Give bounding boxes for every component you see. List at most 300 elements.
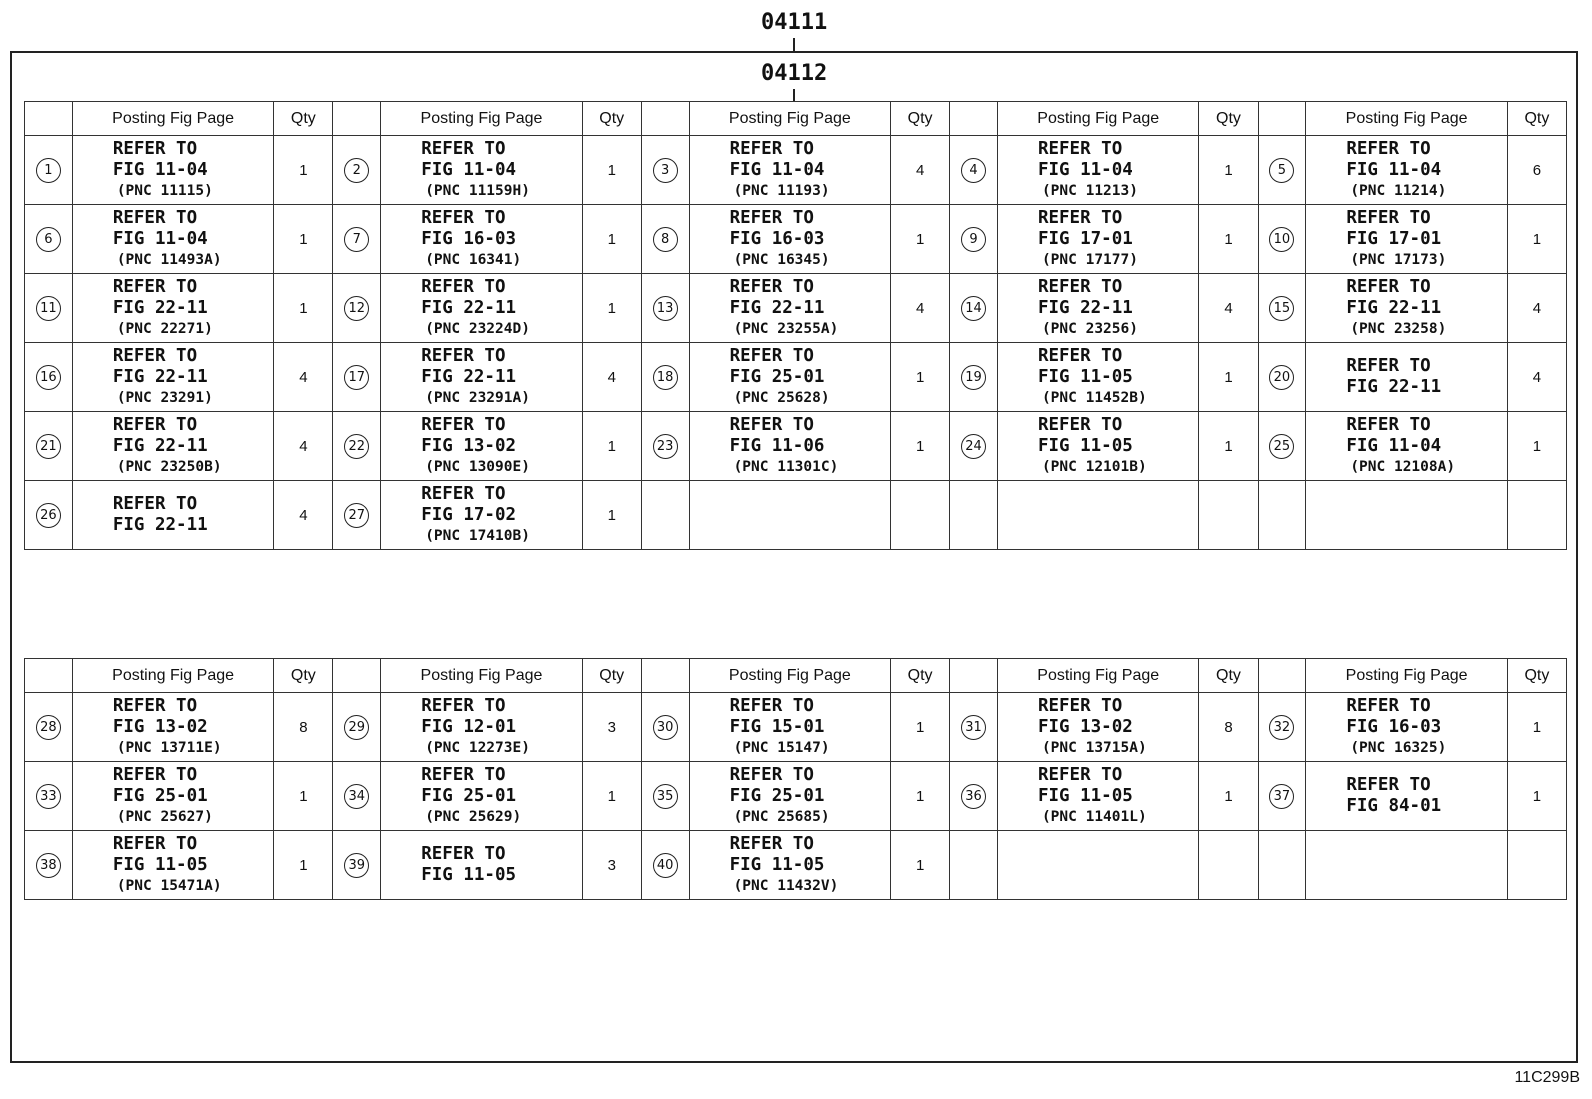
posting-cell (997, 205, 1199, 274)
fig-reference: FIG 11-04 (421, 159, 517, 180)
item-number-cell (333, 481, 381, 550)
fig-reference: FIG 12-01 (421, 716, 517, 737)
parts-table-2 (24, 658, 1567, 900)
qty-cell: 1 (582, 274, 641, 343)
refer-to-text: REFER TO (1037, 345, 1123, 366)
qty-cell: 4 (274, 481, 333, 550)
posting-cell (689, 831, 891, 900)
posting-cell (381, 343, 583, 412)
fig-reference: FIG 11-05 (112, 854, 208, 875)
posting-cell (689, 343, 891, 412)
item-number-badge: 17 (344, 365, 369, 390)
posting-cell (72, 762, 274, 831)
posting-cell (689, 136, 891, 205)
fig-reference: FIG 22-11 (112, 435, 208, 456)
refer-to-text: REFER TO (729, 695, 814, 716)
table-row (25, 412, 1567, 481)
item-number-cell (1258, 831, 1306, 900)
table-row (25, 831, 1567, 900)
item-number-cell (950, 205, 998, 274)
parts-table-2-body (25, 693, 1567, 900)
refer-to-text: REFER TO (1037, 207, 1123, 228)
fig-reference: FIG 22-11 (1346, 377, 1442, 397)
number-header (641, 659, 689, 693)
fig-reference: FIG 16-03 (729, 228, 825, 249)
qty-header: Qty (891, 102, 950, 136)
item-number-badge: 11 (36, 296, 61, 321)
pnc-reference: (PNC 25629) (425, 808, 522, 825)
item-number-badge: 32 (1269, 715, 1294, 740)
item-number-cell (950, 762, 998, 831)
item-number-cell (1258, 274, 1306, 343)
posting-header: Posting Fig Page (1306, 102, 1508, 136)
posting-cell (381, 412, 583, 481)
table-row (25, 693, 1567, 762)
table-row (25, 205, 1567, 274)
posting-cell (1306, 481, 1508, 550)
fig-reference: FIG 11-04 (729, 159, 825, 180)
qty-cell: 4 (1199, 274, 1258, 343)
item-number-badge: 5 (1269, 158, 1294, 183)
pnc-reference: (PNC 12101B) (1041, 458, 1147, 475)
item-number-cell (1258, 481, 1306, 550)
fig-reference: FIG 84-01 (1346, 796, 1442, 816)
parts-table-1 (24, 101, 1567, 550)
fig-reference: FIG 11-05 (1037, 366, 1133, 387)
item-number-badge: 38 (36, 853, 61, 878)
fig-reference: FIG 22-11 (1346, 297, 1442, 318)
refer-to-text: REFER TO (421, 414, 506, 435)
posting-cell (997, 274, 1199, 343)
fig-reference: FIG 13-02 (421, 435, 517, 456)
item-number-badge: 19 (961, 365, 986, 390)
fig-reference: FIG 13-02 (1037, 716, 1133, 737)
qty-header: Qty (274, 102, 333, 136)
fig-reference: FIG 11-04 (1346, 159, 1442, 180)
item-number-badge: 40 (653, 853, 678, 878)
refer-to-text: REFER TO (1346, 414, 1431, 435)
qty-cell: 8 (274, 693, 333, 762)
item-number-badge: 20 (1269, 365, 1294, 390)
leader-line (793, 38, 795, 51)
refer-to-text: REFER TO (729, 414, 814, 435)
qty-cell: 1 (891, 831, 950, 900)
posting-cell (997, 693, 1199, 762)
fig-reference: FIG 11-05 (1037, 435, 1133, 456)
pnc-reference: (PNC 11493A) (116, 251, 222, 268)
qty-cell: 1 (891, 412, 950, 481)
refer-to-text: REFER TO (421, 138, 506, 159)
posting-header: Posting Fig Page (689, 659, 891, 693)
qty-cell: 1 (1199, 205, 1258, 274)
pnc-reference: (PNC 15471A) (116, 877, 222, 894)
qty-header: Qty (1199, 102, 1258, 136)
fig-reference: FIG 25-01 (421, 785, 517, 806)
posting-cell (381, 693, 583, 762)
number-header (641, 102, 689, 136)
qty-cell: 1 (274, 762, 333, 831)
qty-cell: 1 (1199, 412, 1258, 481)
posting-cell (72, 831, 274, 900)
item-number-cell (950, 274, 998, 343)
pnc-reference: (PNC 23291) (116, 389, 213, 406)
fig-reference: FIG 11-05 (729, 854, 825, 875)
refer-to-text: REFER TO (1346, 276, 1431, 297)
item-number-cell (333, 205, 381, 274)
qty-cell: 3 (582, 693, 641, 762)
qty-cell: 1 (1507, 693, 1566, 762)
item-number-cell (333, 762, 381, 831)
qty-cell: 1 (1507, 205, 1566, 274)
item-number-badge: 25 (1269, 434, 1294, 459)
qty-header: Qty (582, 659, 641, 693)
number-header (950, 102, 998, 136)
pnc-reference: (PNC 16341) (425, 251, 522, 268)
number-header (950, 659, 998, 693)
pnc-reference: (PNC 13090E) (425, 458, 530, 475)
item-number-cell (25, 205, 73, 274)
fig-reference: FIG 22-11 (421, 297, 517, 318)
item-number-cell (950, 136, 998, 205)
item-number-cell (25, 762, 73, 831)
posting-header: Posting Fig Page (72, 659, 274, 693)
posting-cell (997, 343, 1199, 412)
item-number-badge: 8 (653, 227, 678, 252)
fig-reference: FIG 22-11 (1037, 297, 1133, 318)
posting-cell (1306, 412, 1508, 481)
refer-to-text: REFER TO (1037, 138, 1123, 159)
pnc-reference: (PNC 16345) (733, 251, 830, 268)
number-header (25, 659, 73, 693)
refer-to-text: REFER TO (1346, 207, 1431, 228)
fig-reference: FIG 22-11 (112, 366, 208, 387)
item-number-badge: 23 (653, 434, 678, 459)
qty-cell: 1 (582, 412, 641, 481)
fig-reference: FIG 16-03 (421, 228, 517, 249)
item-number-cell (1258, 136, 1306, 205)
posting-cell (72, 481, 274, 550)
posting-cell (381, 831, 583, 900)
qty-cell (891, 481, 950, 550)
refer-to-text: REFER TO (1037, 764, 1123, 785)
refer-to-text: REFER TO (1346, 695, 1431, 716)
item-number-cell (25, 343, 73, 412)
fig-reference: FIG 22-11 (112, 515, 208, 535)
fig-reference: FIG 11-05 (421, 865, 517, 885)
pnc-reference: (PNC 23291A) (425, 389, 530, 406)
qty-header: Qty (891, 659, 950, 693)
qty-cell: 4 (582, 343, 641, 412)
pnc-reference: (PNC 23250B) (116, 458, 222, 475)
posting-cell (1306, 762, 1508, 831)
posting-cell (997, 481, 1199, 550)
refer-to-text: REFER TO (1037, 276, 1123, 297)
item-number-cell (25, 693, 73, 762)
item-number-badge: 9 (961, 227, 986, 252)
refer-to-text: REFER TO (112, 276, 198, 297)
refer-to-text: REFER TO (729, 345, 814, 366)
qty-cell: 4 (274, 343, 333, 412)
pnc-reference: (PNC 11452B) (1041, 389, 1147, 406)
item-number-badge: 13 (653, 296, 678, 321)
table-row (25, 762, 1567, 831)
qty-cell: 1 (274, 205, 333, 274)
posting-cell (72, 412, 274, 481)
posting-cell (381, 274, 583, 343)
item-number-cell (25, 481, 73, 550)
item-number-cell (1258, 412, 1306, 481)
fig-reference: FIG 17-01 (1346, 228, 1442, 249)
qty-cell: 1 (1507, 762, 1566, 831)
pnc-reference: (PNC 11159H) (425, 182, 530, 199)
item-number-badge: 22 (344, 434, 369, 459)
number-header (25, 102, 73, 136)
item-number-cell (25, 831, 73, 900)
item-number-cell (333, 136, 381, 205)
item-number-cell (950, 343, 998, 412)
item-number-cell (333, 831, 381, 900)
item-number-badge: 18 (653, 365, 678, 390)
posting-cell (72, 205, 274, 274)
item-number-badge: 2 (344, 158, 369, 183)
qty-cell: 1 (891, 693, 950, 762)
item-number-cell (1258, 762, 1306, 831)
pnc-reference: (PNC 22271) (116, 320, 213, 337)
item-number-badge: 10 (1269, 227, 1294, 252)
qty-cell (1507, 481, 1566, 550)
refer-to-text: REFER TO (1346, 775, 1431, 795)
item-number-badge: 27 (344, 503, 369, 528)
fig-reference: FIG 11-04 (1037, 159, 1133, 180)
posting-cell (1306, 274, 1508, 343)
parts-table-1-body (25, 136, 1567, 550)
refer-to-text: REFER TO (112, 494, 198, 514)
qty-cell: 1 (1507, 412, 1566, 481)
item-number-cell (950, 693, 998, 762)
item-number-badge: 6 (36, 227, 61, 252)
item-number-badge: 29 (344, 715, 369, 740)
item-number-badge: 14 (961, 296, 986, 321)
pnc-reference: (PNC 15147) (733, 739, 830, 756)
qty-cell (1199, 481, 1258, 550)
qty-cell (1199, 831, 1258, 900)
qty-cell: 1 (1199, 343, 1258, 412)
qty-cell: 1 (274, 136, 333, 205)
qty-cell: 8 (1199, 693, 1258, 762)
refer-to-text: REFER TO (421, 276, 506, 297)
posting-header: Posting Fig Page (997, 659, 1199, 693)
item-number-badge: 3 (653, 158, 678, 183)
pnc-reference: (PNC 11213) (1041, 182, 1138, 199)
qty-cell: 4 (274, 412, 333, 481)
refer-to-text: REFER TO (421, 207, 506, 228)
pnc-reference: (PNC 12273E) (425, 739, 530, 756)
refer-to-text: REFER TO (729, 833, 814, 854)
pnc-reference: (PNC 23258) (1350, 320, 1447, 337)
header-row (25, 102, 1567, 136)
qty-header: Qty (1199, 659, 1258, 693)
qty-cell: 1 (274, 274, 333, 343)
item-number-badge: 33 (36, 784, 61, 809)
qty-cell: 1 (1199, 762, 1258, 831)
refer-to-text: REFER TO (112, 207, 198, 228)
pnc-reference: (PNC 13715A) (1041, 739, 1147, 756)
item-number-cell (641, 693, 689, 762)
refer-to-text: REFER TO (729, 207, 814, 228)
fig-reference: FIG 11-05 (1037, 785, 1133, 806)
number-header (1258, 102, 1306, 136)
posting-cell (1306, 343, 1508, 412)
posting-cell (997, 762, 1199, 831)
posting-cell (1306, 136, 1508, 205)
posting-cell (997, 136, 1199, 205)
qty-cell: 4 (1507, 343, 1566, 412)
fig-reference: FIG 11-04 (112, 159, 208, 180)
qty-cell: 1 (582, 205, 641, 274)
refer-to-text: REFER TO (1346, 138, 1431, 159)
item-number-cell (950, 412, 998, 481)
pnc-reference: (PNC 25628) (733, 389, 830, 406)
qty-cell (1507, 831, 1566, 900)
header-row (25, 659, 1567, 693)
pnc-reference: (PNC 16325) (1350, 739, 1447, 756)
item-number-badge: 16 (36, 365, 61, 390)
pnc-reference: (PNC 17177) (1041, 251, 1138, 268)
item-number-badge: 36 (961, 784, 986, 809)
qty-cell: 4 (1507, 274, 1566, 343)
qty-cell: 1 (891, 762, 950, 831)
refer-to-text: REFER TO (729, 138, 814, 159)
item-number-cell (333, 693, 381, 762)
fig-reference: FIG 16-03 (1346, 716, 1442, 737)
fig-reference: FIG 25-01 (729, 366, 825, 387)
posting-cell (689, 412, 891, 481)
item-number-cell (641, 343, 689, 412)
item-number-cell (641, 136, 689, 205)
pnc-reference: (PNC 13711E) (116, 739, 222, 756)
pnc-reference: (PNC 11301C) (733, 458, 839, 475)
qty-cell: 1 (274, 831, 333, 900)
posting-cell (381, 481, 583, 550)
qty-header: Qty (582, 102, 641, 136)
number-header (333, 659, 381, 693)
assembly-label-04112: 04112 (761, 61, 828, 86)
posting-header: Posting Fig Page (381, 659, 583, 693)
pnc-reference: (PNC 11115) (116, 182, 213, 199)
item-number-badge: 21 (36, 434, 61, 459)
item-number-badge: 39 (344, 853, 369, 878)
refer-to-text: REFER TO (112, 695, 198, 716)
item-number-badge: 7 (344, 227, 369, 252)
refer-to-text: REFER TO (112, 764, 198, 785)
posting-cell (1306, 831, 1508, 900)
qty-header: Qty (1507, 102, 1566, 136)
item-number-cell (641, 274, 689, 343)
item-number-cell (641, 481, 689, 550)
item-number-badge: 26 (36, 503, 61, 528)
fig-reference: FIG 15-01 (729, 716, 825, 737)
pnc-reference: (PNC 25627) (116, 808, 213, 825)
assembly-label-04111: 04111 (761, 10, 828, 35)
qty-cell: 4 (891, 274, 950, 343)
refer-to-text: REFER TO (1346, 356, 1431, 376)
qty-header: Qty (1507, 659, 1566, 693)
posting-cell (689, 205, 891, 274)
item-number-cell (1258, 205, 1306, 274)
fig-reference: FIG 22-11 (729, 297, 825, 318)
item-number-cell (333, 412, 381, 481)
refer-to-text: REFER TO (729, 276, 814, 297)
pnc-reference: (PNC 11193) (733, 182, 830, 199)
posting-cell (689, 762, 891, 831)
qty-cell: 1 (1199, 136, 1258, 205)
posting-cell (72, 343, 274, 412)
posting-header: Posting Fig Page (72, 102, 274, 136)
item-number-cell (950, 481, 998, 550)
pnc-reference: (PNC 11432V) (733, 877, 839, 894)
item-number-cell (641, 205, 689, 274)
table-row (25, 274, 1567, 343)
posting-cell (381, 762, 583, 831)
item-number-cell (333, 274, 381, 343)
item-number-cell (641, 412, 689, 481)
refer-to-text: REFER TO (421, 483, 506, 504)
pnc-reference: (PNC 23256) (1041, 320, 1138, 337)
pnc-reference: (PNC 23255A) (733, 320, 839, 337)
posting-cell (1306, 693, 1508, 762)
posting-cell (997, 831, 1199, 900)
fig-reference: FIG 22-11 (112, 297, 208, 318)
item-number-cell (25, 136, 73, 205)
posting-header: Posting Fig Page (1306, 659, 1508, 693)
item-number-cell (641, 762, 689, 831)
qty-cell: 1 (891, 205, 950, 274)
fig-reference: FIG 11-04 (1346, 435, 1442, 456)
posting-header: Posting Fig Page (689, 102, 891, 136)
item-number-badge: 28 (36, 715, 61, 740)
posting-cell (72, 274, 274, 343)
item-number-badge: 31 (961, 715, 986, 740)
item-number-badge: 34 (344, 784, 369, 809)
item-number-cell (950, 831, 998, 900)
refer-to-text: REFER TO (421, 844, 506, 864)
fig-reference: FIG 17-01 (1037, 228, 1133, 249)
item-number-cell (25, 412, 73, 481)
refer-to-text: REFER TO (1037, 414, 1123, 435)
fig-reference: FIG 11-04 (112, 228, 208, 249)
posting-cell (997, 412, 1199, 481)
illustration-code: 11C299B (1514, 1069, 1580, 1086)
fig-reference: FIG 22-11 (421, 366, 517, 387)
qty-cell: 4 (891, 136, 950, 205)
pnc-reference: (PNC 11214) (1350, 182, 1447, 199)
posting-header: Posting Fig Page (381, 102, 583, 136)
pnc-reference: (PNC 23224D) (425, 320, 530, 337)
qty-header: Qty (274, 659, 333, 693)
posting-cell (72, 136, 274, 205)
pnc-reference: (PNC 11401L) (1041, 808, 1147, 825)
fig-reference: FIG 11-06 (729, 435, 825, 456)
table-row (25, 343, 1567, 412)
item-number-badge: 1 (36, 158, 61, 183)
item-number-badge: 30 (653, 715, 678, 740)
item-number-cell (333, 343, 381, 412)
refer-to-text: REFER TO (112, 345, 198, 366)
pnc-reference: (PNC 12108A) (1350, 458, 1456, 475)
item-number-cell (1258, 343, 1306, 412)
pnc-reference: (PNC 25685) (733, 808, 830, 825)
item-number-badge: 4 (961, 158, 986, 183)
